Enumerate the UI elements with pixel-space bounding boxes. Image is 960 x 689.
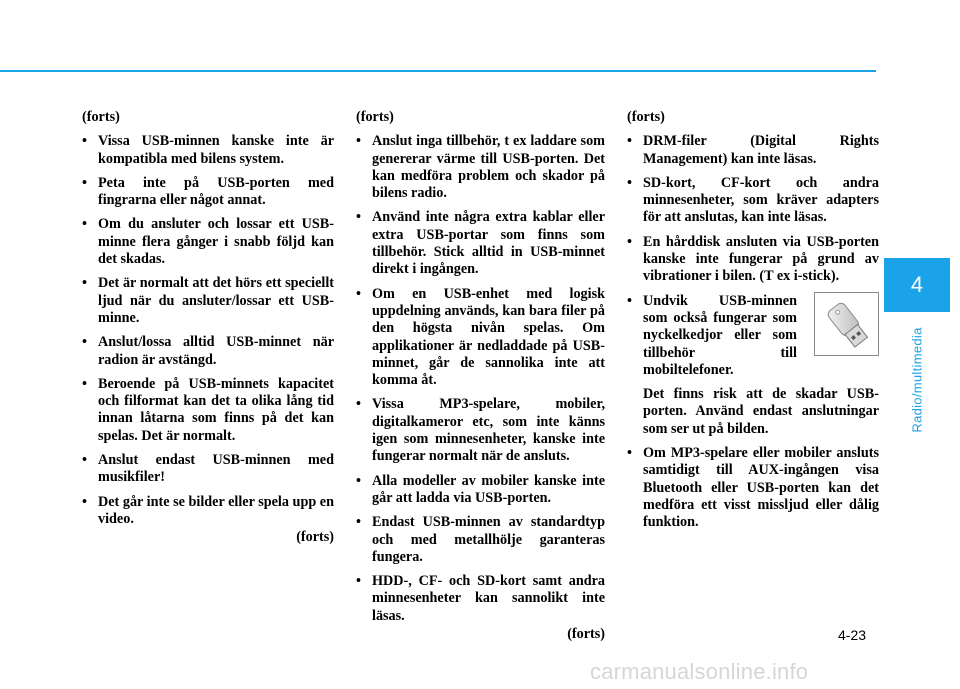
list-item: • Endast USB-minnen av standardtyp och med metallhölje garanteras fungera. xyxy=(356,514,605,566)
list-item: • Vissa USB-minnen kanske inte är kompatibla med bilens system. xyxy=(82,133,334,168)
header-rule xyxy=(0,70,876,72)
watermark: carmanualsonline.info xyxy=(590,659,809,684)
list-item: • Använd inte några extra kablar eller extra USB-portar som finns som tillbehör. Stick alltid in USB-minnet direkt i ingången. xyxy=(356,209,605,278)
continued-label: (forts) xyxy=(567,626,605,643)
bullet-list xyxy=(356,133,605,625)
continued-label: (forts) xyxy=(356,109,394,125)
continued-label: (forts) xyxy=(82,109,120,125)
list-item: • SD-kort, CF-kort och andra minnesenheter, som kräver adapters för att anslutas, kan inte läsas. xyxy=(627,175,879,227)
bullet-list xyxy=(82,133,334,528)
page-number: 4-23 xyxy=(838,627,867,643)
list-item: • Anslut endast USB-minnen med musikfiler! xyxy=(82,452,334,487)
bullet-list xyxy=(627,445,879,531)
list-item-with-image xyxy=(627,293,879,379)
list-item: • HDD-, CF- och SD-kort samt andra minnesenheter kan sannolikt inte läsas. xyxy=(356,573,605,625)
usb-stick-image xyxy=(814,292,879,356)
list-item: • Anslut inga tillbehör, t ex laddare som genererar värme till USB-porten. Det kan medföra problem och skador på bilens radio. xyxy=(356,133,605,202)
list-item: • En hårddisk ansluten via USB-porten kanske inte fungerar på grund av vibrationer i bilen. (T ex i-stick). xyxy=(627,234,879,286)
list-item: • Peta inte på USB-porten med fingrarna eller något annat. xyxy=(82,175,334,210)
list-item: • Om du ansluter och lossar ett USB-minne flera gånger i snabb följd kan det skadas. xyxy=(82,216,334,268)
chapter-label: Radio/multimedia xyxy=(909,327,925,433)
column-3 xyxy=(627,109,879,539)
list-item: • Vissa MP3-spelare, mobiler, digitalkameror etc, som inte känns igen som minnesenheter, kanske inte fungerar normalt när de ansluts. xyxy=(356,396,605,465)
list-item: • Beroende på USB-minnets kapacitet och filformat kan det ta olika lång tid innan låtarna som finns på det kan spelas. Det är normalt. xyxy=(82,376,334,445)
list-item: • Det går inte se bilder eller spela upp en video. xyxy=(82,494,334,529)
column-1 xyxy=(82,109,334,547)
column-2 xyxy=(356,109,605,643)
bullet-list xyxy=(627,133,879,379)
chapter-number: 4 xyxy=(910,272,924,297)
list-item: • Om en USB-enhet med logisk uppdelning används, kan bara filer på den högsta nivån spelas. Om applikationer är nedladdade på USB-minnet, går de sannolika inte att komma åt. xyxy=(356,286,605,390)
list-item: • Det är normalt att det hörs ett speciellt ljud när du ansluter/lossar ett USB-minne. xyxy=(82,275,334,327)
list-item: • Anslut/lossa alltid USB-minnet när radion är avstängd. xyxy=(82,334,334,369)
usb-stick-icon xyxy=(815,293,878,355)
chapter-tab xyxy=(884,258,950,312)
paragraph: Det finns risk att de skadar USB-porten. Använd endast anslutningar som ser ut på bilden. xyxy=(643,386,879,437)
list-item: • DRM-filer (Digital Rights Management) kan inte läsas. xyxy=(627,133,879,168)
chapter-label-area xyxy=(885,315,949,445)
list-item-text: Undvik USB-minnen som också fungerar som nyckelkedjor eller som tillbehör till mobiltelefoner. xyxy=(643,292,797,378)
continued-label: (forts) xyxy=(627,109,665,125)
continued-label: (forts) xyxy=(296,529,334,546)
list-item: • Alla modeller av mobiler kanske inte går att ladda via USB-porten. xyxy=(356,473,605,508)
list-item: • Om MP3-spelare eller mobiler ansluts samtidigt till AUX-ingången visa Bluetooth eller USB-porten kan det medföra ett visst missljud eller dålig funktion. xyxy=(627,445,879,531)
